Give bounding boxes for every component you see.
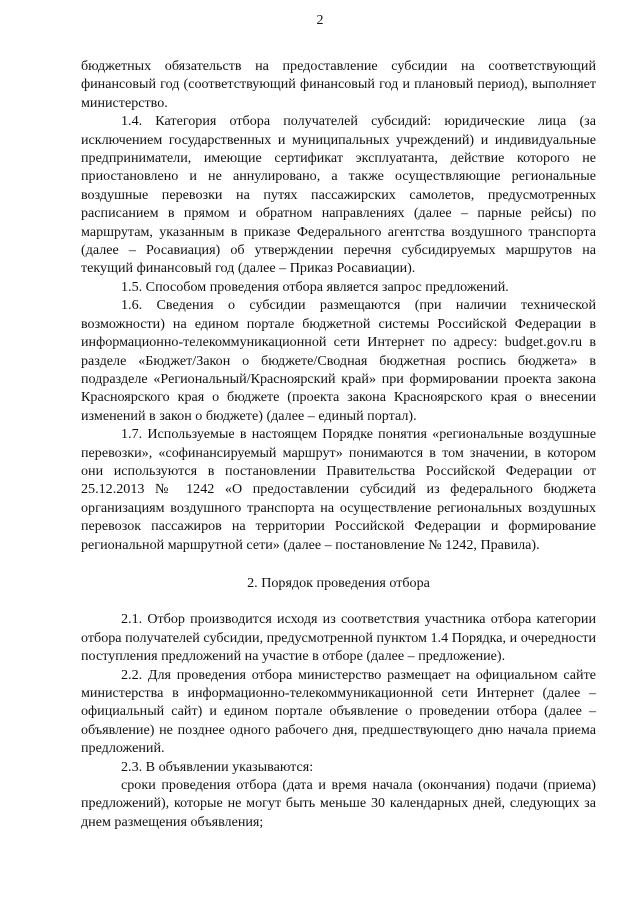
paragraph-2-2: 2.2. Для проведения отбора министерство размещает на официальном сайте министерства в информационно-телекоммуникационной сети Интернет (далее – официальный сайт) и едином портале объявление о проведении отбора (далее – объявление) не позднее одного рабочего дня, предшествующего дню начала приема предложений. <box>81 666 596 757</box>
paragraph-1-7: 1.7. Используемые в настоящем Порядке понятия «региональные воздушные перевозки», «софинансируемый маршрут» понимаются в том значении, в котором они используются в постановлении Правительства Российской Федерации от 25.12.2013 № 1242 «О предоставлении субсидий из федерального бюджета организациям воздушного транспорта на осуществление региональных воздушных перевозок пассажиров на территории Российской Федерации и формирование региональной маршрутной сети» (далее – постановление № 1242, Правила). <box>81 426 596 553</box>
paragraph-2-1: 2.1. Отбор производится исходя из соответствия участника отбора категории отбора получателей субсидии, предусмотренной пунктом 1.4 Порядка, и очередности поступления предложений на участие в отборе (далее – предложение). <box>81 611 596 665</box>
paragraph-1-5: 1.5. Способом проведения отбора является запрос предложений. <box>121 278 509 295</box>
page-number: 2 <box>316 13 324 28</box>
paragraph-continuation: бюджетных обязательств на предоставление субсидии на соответствующий финансовый год (соответствующий финансовый год и плановый период), выполняет министерство. <box>81 58 596 111</box>
section-2-heading: 2. Порядок проведения отбора <box>247 574 430 591</box>
paragraph-2-3: 2.3. В объявлении указываются: <box>121 758 314 775</box>
paragraph-1-6: 1.6. Сведения о субсидии размещаются (при наличии технической возможности) на едином портале бюджетной системы Российской Федерации в информационно-телекоммуникационной сети Интернет по адресу: budget.gov.ru в разделе «Бюджет/Закон о бюджете/Сводная бюджетная роспись бюджета» в подразделе «Региональный/Красноярский край» при формировании проекта закона Красноярского края о бюджете (проекта закона Красноярского края о внесении изменений в закон о бюджете) (далее – единый портал). <box>81 297 596 424</box>
paragraph-1-4: 1.4. Категория отбора получателей субсидий: юридические лица (за исключением государственных и муниципальных учреждений) и индивидуальные предприниматели, имеющие сертификат эксплуатанта, действие которого не приостановлено и не аннулировано, а также осуществляющие региональные воздушные перевозки на путях пассажирских самолетов, предусмотренных расписанием в прямом и обратном направлениях (далее – парные рейсы) по маршрутам, указанным в приказе Федерального агентства воздушного транспорта (далее – Росавиация) об утверждении перечня субсидируемых маршрутов на текущий финансовый год (далее – Приказ Росавиации). <box>81 113 596 277</box>
document-body <box>81 57 596 831</box>
paragraph-2-3-item: сроки проведения отбора (дата и время начала (окончания) подачи (приема) предложений), которые не могут быть меньше 30 календарных дней, следующих за днем размещения объявления; <box>81 777 596 830</box>
